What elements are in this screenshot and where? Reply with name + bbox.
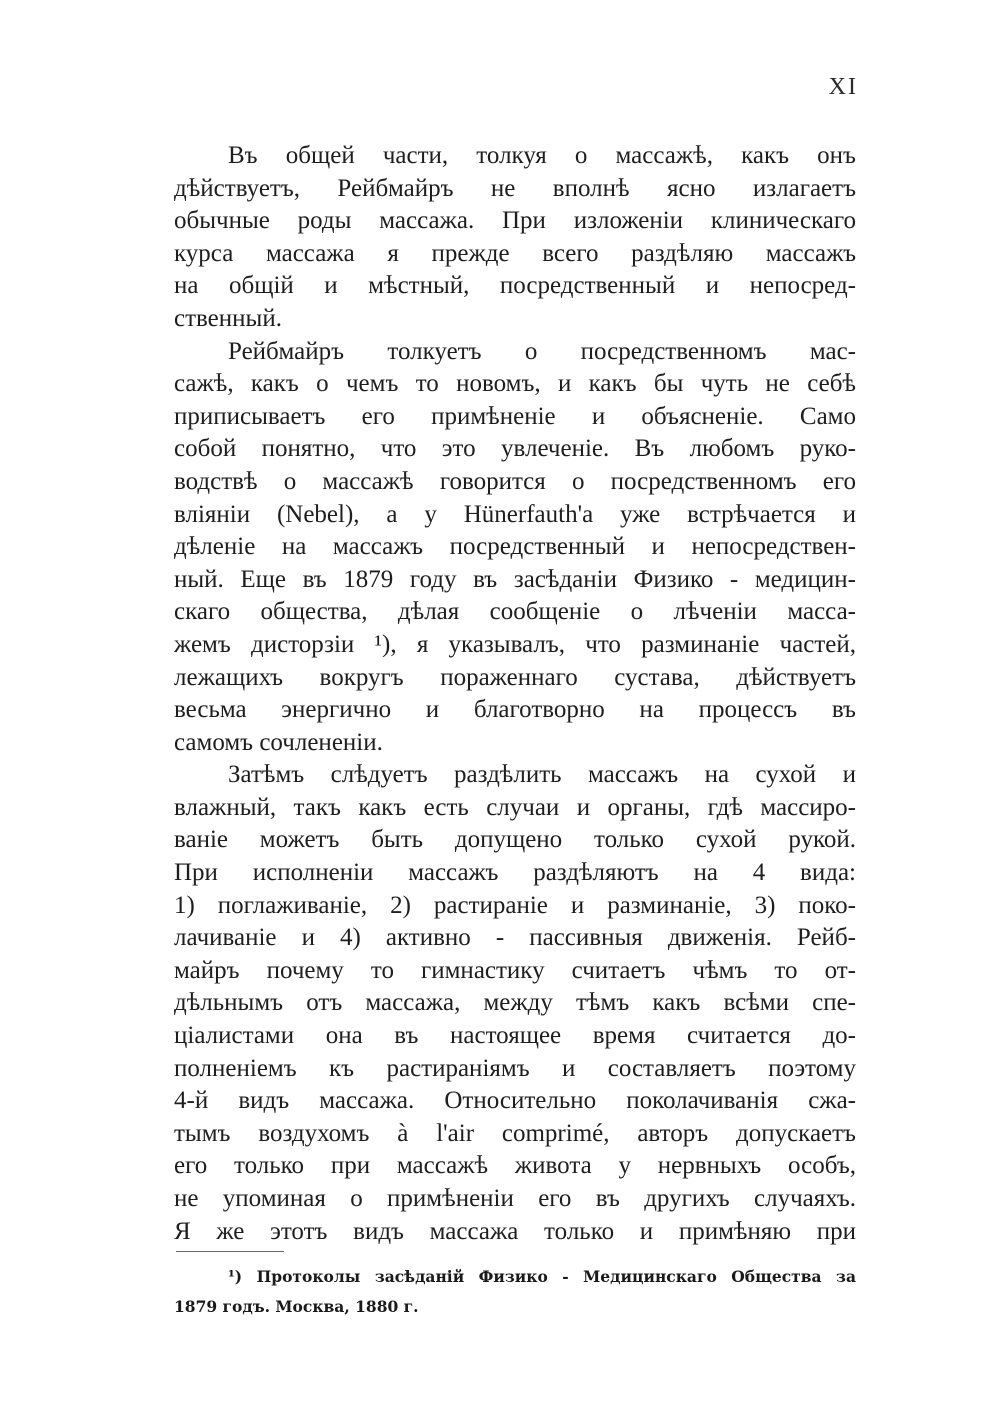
text-line: обычные роды массажа. При изложеніи клиническаго — [174, 207, 856, 235]
body-text — [174, 140, 856, 1248]
text-line: ственный. — [174, 304, 282, 332]
footnote — [174, 1262, 856, 1322]
text-line: дѣйствуетъ, Рейбмайръ не вполнѣ ясно излагаетъ — [174, 174, 856, 202]
footnote-separator — [176, 1251, 284, 1252]
text-line: сажѣ, какъ о чемъ то новомъ, и какъ бы чуть не себѣ — [174, 370, 856, 398]
text-line: жемъ дисторзіи ¹), я указывалъ, что разминаніе частей, — [174, 630, 856, 658]
text-line: собой понятно, что это увлеченіе. Въ любомъ руко- — [174, 435, 856, 463]
text-line: Я же этотъ видъ массажа только и примѣняю при — [174, 1217, 856, 1245]
text-line: 1) поглаживаніе, 2) растираніе и разминаніе, 3) поко- — [174, 891, 856, 919]
text-line: При исполненіи массажъ раздѣляютъ на 4 вида: — [174, 859, 856, 887]
text-line: дѣльнымъ отъ массажа, между тѣмъ какъ всѣми спе- — [174, 989, 856, 1017]
text-line: Въ общей части, толкуя о массажѣ, какъ онъ — [228, 142, 856, 169]
text-line: лачиваніе и 4) активно - пассивныя движенія. Рейб- — [174, 924, 856, 952]
text-line: его только при массажѣ живота у нервныхъ особъ, — [174, 1152, 856, 1180]
text-line: на общій и мѣстный, посредственный и непосред- — [174, 272, 856, 300]
text-line: весьма энергично и благотворно на процессъ въ — [174, 696, 856, 724]
text-line: ный. Еще въ 1879 году въ засѣданіи Физико - медицин- — [174, 565, 856, 593]
text-line: приписываетъ его примѣненіе и объясненіе. Само — [174, 402, 856, 430]
text-line: 4-й видъ массажа. Относительно поколачиванія сжа- — [174, 1087, 856, 1115]
text-line: не упоминая о примѣненіи его въ другихъ случаяхъ. — [174, 1185, 856, 1212]
text-line: дѣленіе на массажъ посредственный и непосредствен- — [174, 533, 856, 561]
paragraph-2 — [174, 336, 856, 760]
text-line: Рейбмайръ толкуетъ о посредственномъ мас- — [228, 337, 856, 365]
text-line: майръ почему то гимнастику считаетъ чѣмъ то от- — [174, 956, 856, 984]
text-line: самомъ сочлененіи. — [174, 728, 383, 756]
text-line: скаго общества, дѣлая сообщеніе о лѣченіи масса- — [174, 598, 856, 626]
text-line: лежащихъ вокругъ пораженнаго сустава, дѣйствуетъ — [174, 663, 856, 691]
text-line: водствѣ о массажѣ говорится о посредственномъ его — [174, 467, 856, 495]
footnote-line: 1879 годъ. Москва, 1880 г. — [174, 1297, 419, 1316]
text-line: ваніе можетъ быть допущено только сухой рукой. — [174, 826, 856, 854]
text-line: вліяніи (Nebel), а у Hünerfauth'а уже встрѣчается и — [174, 500, 856, 528]
text-line: тымъ воздухомъ à l'air comprimé, авторъ допускаетъ — [174, 1119, 856, 1147]
page-number: XI — [828, 74, 858, 100]
paragraph-3 — [174, 759, 856, 1248]
footnote-line: ¹) Протоколы засѣданій Физико - Медицинскаго Общества за — [228, 1267, 856, 1286]
text-line: Затѣмъ слѣдуетъ раздѣлить массажъ на сухой и — [228, 761, 856, 789]
text-line: влажный, такъ какъ есть случаи и органы, гдѣ массиро- — [174, 793, 856, 821]
text-line: ціалистами она въ настоящее время считается до- — [174, 1022, 856, 1050]
text-line: полненіемъ къ растираніямъ и составляетъ поэтому — [174, 1054, 856, 1082]
text-line: курса массажа я прежде всего раздѣляю массажъ — [174, 239, 856, 267]
paragraph-1 — [174, 140, 856, 336]
